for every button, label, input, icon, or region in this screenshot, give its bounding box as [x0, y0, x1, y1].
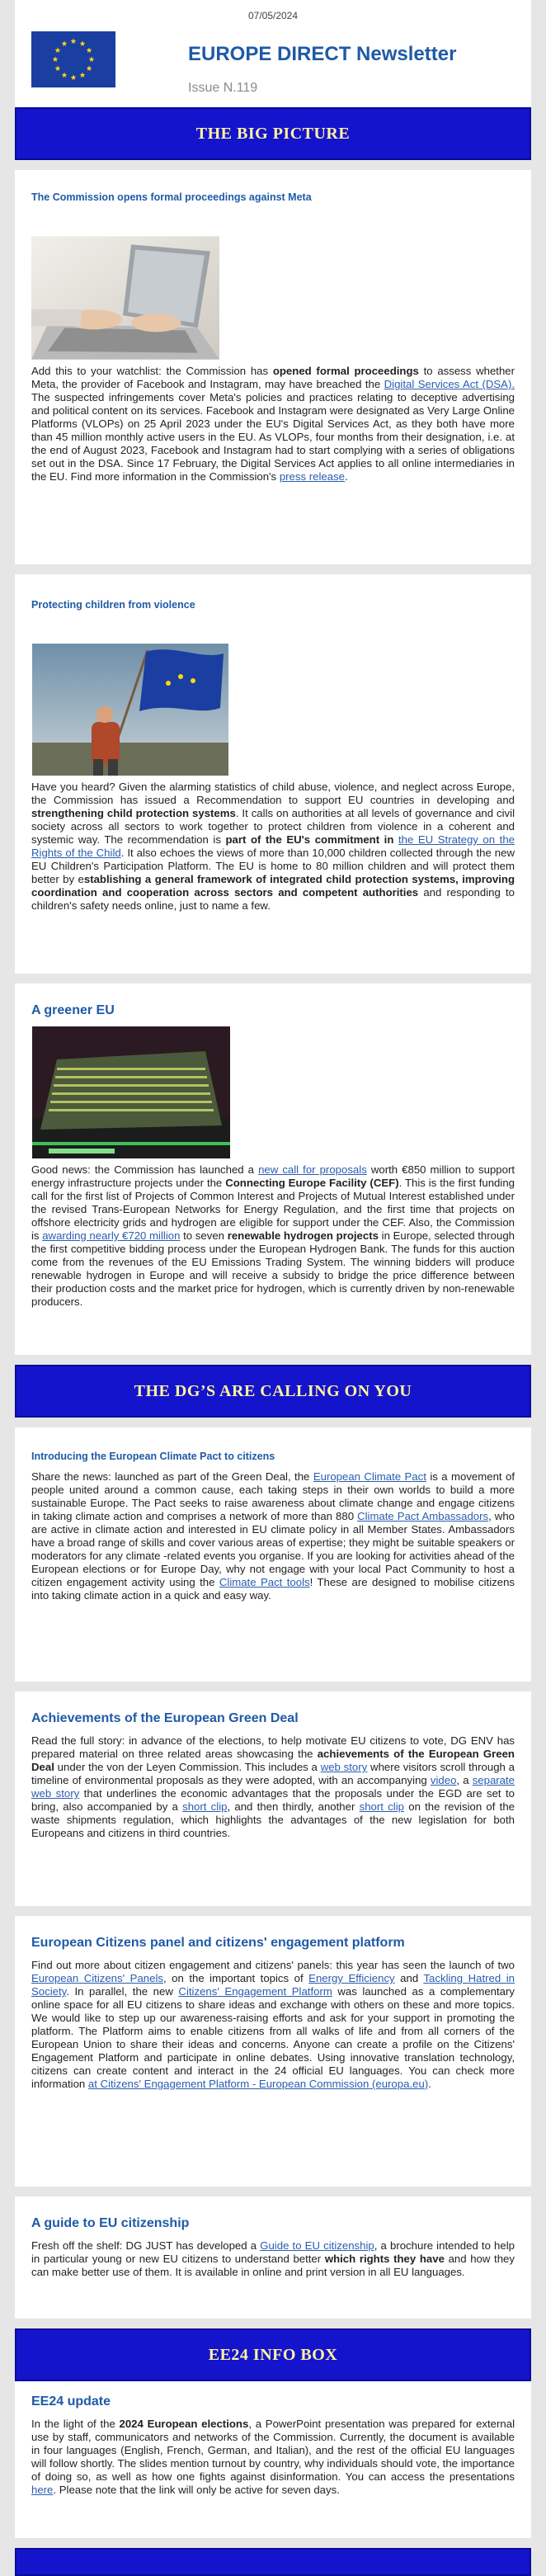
- text: Share the news: launched as part of the Green Deal, the: [31, 1470, 313, 1483]
- newsletter-page: [15, 0, 531, 2576]
- text: Good news: the Commission has launched a: [31, 1163, 259, 1176]
- presentations-link[interactable]: here: [31, 2484, 54, 2496]
- berlaymont-night-photo: [31, 1026, 231, 1158]
- bold-text: stablishing a general framework of integrated child protection systems, improving coordination and cooperation across sectors and competent authorities: [31, 873, 515, 899]
- issue-date: 07/05/2024: [15, 0, 531, 28]
- press-release-link[interactable]: press release: [279, 470, 345, 483]
- awarding-link[interactable]: awarding nearly €720 million: [42, 1229, 181, 1242]
- article-title: A guide to EU citizenship: [31, 2216, 190, 2230]
- text: Have you heard? Given the alarming statistics of child abuse, violence, and neglect across Europe, the Commission has issued a Recommendation to support EU countries in developing and: [31, 781, 515, 806]
- rights-of-child-link[interactable]: the EU Strategy on the Rights of the Child: [31, 833, 515, 859]
- text: . In parallel, the new: [66, 1985, 179, 1998]
- europa-eu-link[interactable]: at Citizens' Engagement Platform - European Commission (europa.eu): [87, 2078, 429, 2090]
- text: on the revision of the waste shipments regulation, which highlights the advantages of the new legislation for both Europeans and citizens in third countries.: [31, 1800, 515, 1839]
- article-title: The Commission opens formal proceedings against Meta: [31, 191, 312, 203]
- article-meta: [15, 170, 531, 564]
- bold-text: part of the EU's commitment in: [225, 833, 394, 846]
- text: In the light of the: [31, 2418, 120, 2430]
- short-clip-link-2[interactable]: short clip: [359, 1800, 404, 1813]
- text: , and then thirdly, another: [227, 1800, 360, 1813]
- pact-tools-link[interactable]: Climate Pact tools: [219, 1576, 310, 1588]
- text: where visitors scroll through a timeline of environmental proposals as they were adopted, with an accompanying: [31, 1761, 515, 1786]
- bold-text: renewable hydrogen projects: [227, 1229, 379, 1242]
- article-greener-eu: [15, 984, 531, 1355]
- newsletter-title: EUROPE DIRECT Newsletter: [188, 43, 457, 65]
- article-green-deal: [15, 1691, 531, 1906]
- article-body: [31, 781, 515, 913]
- article-title: Achievements of the European Green Deal: [31, 1711, 299, 1725]
- short-clip-link[interactable]: short clip: [182, 1800, 228, 1813]
- section-band-ee24: EE24 INFO BOX: [15, 2328, 531, 2381]
- article-body: [31, 365, 515, 484]
- engagement-platform-link[interactable]: Citizens' Engagement Platform: [178, 1985, 332, 1998]
- text: , on the important topics of: [162, 1972, 309, 1984]
- text: , a brochure intended to help in particular young or new EU citizens to understand better: [31, 2239, 515, 2265]
- bold-text: which rights they have: [324, 2253, 445, 2265]
- dsa-link[interactable]: Digital Services Act (DSA).: [384, 378, 515, 390]
- eu-flag-child-photo: [31, 644, 229, 776]
- text: was launched as a complementary online space for all EU citizens to share ideas and exchange with others on these and more topics. We would like to step up our awareness-raising efforts and ask for your support in promoting the platform. The Platform aims to enable citizens from all walks of life and from all corners of the European Union to share their ideas and concerns. Anyone can create a profile on the Citizens' Engagement Platform and participate in online debates. Using innovative translation technology, citizens can create content and interact in the 24 official EU languages. You can check more information: [31, 1985, 515, 2090]
- article-title: Protecting children from violence: [31, 599, 195, 611]
- text: worth €850 million to support energy infrastructure projects under the: [31, 1163, 515, 1189]
- footer-band: [15, 2548, 531, 2576]
- text: ! These are designed to mobilise citizens into taking climate action in a quick and easy way.: [31, 1576, 515, 1602]
- call-for-proposals-link[interactable]: new call for proposals: [258, 1163, 367, 1176]
- article-climate-pact: [15, 1427, 531, 1682]
- video-link[interactable]: video: [430, 1774, 457, 1786]
- separate-web-story-link[interactable]: separate web story: [31, 1774, 515, 1800]
- eu-flag-icon: [31, 31, 115, 87]
- article-children: [15, 574, 531, 974]
- text: .: [428, 2078, 431, 2090]
- bold-text: 2024 European elections: [119, 2418, 249, 2430]
- ambassadors-link[interactable]: Climate Pact Ambassadors: [357, 1510, 489, 1522]
- energy-efficiency-link[interactable]: Energy Efficiency: [308, 1972, 395, 1984]
- text: to seven: [180, 1229, 228, 1242]
- text: Find out more about citizen engagement and citizens' panels: this year has seen the launch of two: [31, 1959, 515, 1971]
- citizenship-guide-link[interactable]: Guide to EU citizenship: [260, 2239, 374, 2252]
- text: Add this to your watchlist: the Commission has: [31, 365, 273, 377]
- text: and responding to children's safety needs online, just to name a few.: [31, 886, 515, 912]
- article-body: [31, 1470, 515, 1602]
- text: Fresh off the shelf: DG JUST has developed a: [31, 2239, 261, 2252]
- article-title: European Citizens panel and citizens' engagement platform: [31, 1936, 405, 1950]
- bold-text: strengthening child protection systems: [31, 807, 236, 819]
- article-body: [31, 1163, 515, 1309]
- section-band-big-picture: THE BIG PICTURE: [15, 107, 531, 160]
- newsletter-header: [15, 28, 531, 107]
- text: Read the full story: in advance of the elections, to help motivate EU citizens to vote, DG ENV has prepared material on three related areas showcasing the: [31, 1734, 515, 1760]
- article-body: [31, 1734, 515, 1840]
- text: , a PowerPoint presentation was prepared for external use by staff, communicators and networks of the Commission. Currently, the document is available in four languages (English, French, German, and Italian), and the rest of the official EU languages will follow shortly. The slides mention turnout by country, why individuals should vote, the importance of doing so, as well as how one fights against disinformation. You can access the presentations: [31, 2418, 515, 2483]
- article-title: EE24 update: [31, 2394, 111, 2409]
- text: in Europe, selected through the first competitive bidding process under the European Hydrogen Bank. The funds for this auction come from the revenues of the EU Emissions Trading System. The winning bidders will produce renewable hydrogen in Europe and will receive a subsidy to bridge the price difference between their production costs and the market price for hydrogen, which is currently driven by non-renewable producers.: [31, 1229, 515, 1308]
- article-citizens-panel: [15, 1916, 531, 2187]
- text: and: [394, 1972, 424, 1984]
- bold-text: achievements of the European Green Deal: [31, 1748, 515, 1773]
- article-body: [31, 2239, 515, 2279]
- text: to assess whether Meta, the provider of Facebook and Instagram, may have breached the: [31, 365, 515, 390]
- article-title: Introducing the European Climate Pact to citizens: [31, 1451, 275, 1462]
- text: . This is the first funding call for the first list of Projects of Common Interest and Projects of Mutual Interest established under the revised Trans-European Networks for Energy Regulation, and the first time that projects on offshore electricity grids and hydrogen are eligible for support under the CEF. Also, the Commission is: [31, 1177, 515, 1242]
- tackling-hatred-link[interactable]: Tackling Hatred in Society: [31, 1972, 515, 1998]
- article-body: [31, 1959, 515, 2091]
- article-eu-citizenship: [15, 2196, 531, 2319]
- text: . Please note that the link will only be active for seven days.: [53, 2484, 340, 2496]
- laptop-typing-photo: [31, 236, 219, 360]
- citizens-panels-link[interactable]: European Citizens' Panels: [31, 1972, 163, 1984]
- web-story-link[interactable]: web story: [320, 1761, 368, 1773]
- text: that underlines the economic advantages that the proposals under the EGD are set to bring, also accompanied by a: [31, 1787, 515, 1813]
- climate-pact-link[interactable]: European Climate Pact: [313, 1470, 426, 1483]
- issue-number: Issue N.119: [188, 81, 258, 95]
- bold-text: Connecting Europe Facility (CEF): [225, 1177, 399, 1189]
- text: . It calls on authorities at all levels of governance and civil society across all sectors to work together to protect children from violence in a coherent and systemic way. The recommendation is: [31, 807, 515, 846]
- text: . It also echoes the views of more than 10,000 children collected through the new EU Children's Participation Platform. The EU is home to 80 million children and will protect them better by e: [31, 847, 515, 885]
- text: The suspected infringements cover Meta's policies and practices relating to deceptive advertising and political content on its services. Facebook and Instagram were designated as Very Large Online Platforms (VLOPs) on 25 April 2023 under the EU's Digital Services Act, as they both have more than 45 million monthly active users in the EU. As VLOPs, four months from their designation, i.e. at the end of August 2023, Facebook and Instagram had to start complying with a series of obligations set out in the DSA. Since 17 February, the Digital Services Act applies to all online intermediaries in the EU. Find more information in the Commission's: [31, 391, 515, 483]
- text: is a movement of people united around a common cause, each taking steps in their own worlds to build a more sustainable Europe. The Pact seeks to raise awareness about climate change and engage citizens in taking climate action and comprises a network of more than 880: [31, 1470, 515, 1522]
- text: , who are active in climate action and interested in EU climate policy in all Member States. Ambassadors have a broad range of skills and cover various areas of expertise; they might be suitable speakers or moderators for any climate -related events you organise. If you are looking for activities ahead of the European elections or for Europe Day, why not engage with your local Pact Community to host a citizen engagement activity using the: [31, 1510, 515, 1588]
- section-band-dgs-calling: THE DG’S ARE CALLING ON YOU: [15, 1365, 531, 1418]
- article-body: [31, 2418, 515, 2497]
- bold-text: opened formal proceedings: [272, 365, 419, 377]
- article-title: A greener EU: [31, 1003, 115, 1017]
- text: under the von der Leyen Commission. This includes a: [54, 1761, 321, 1773]
- text: and how they can make better use of them. It is available in online and print version in all EU languages.: [31, 2253, 515, 2278]
- text: .: [345, 470, 348, 483]
- article-ee24: [15, 2381, 531, 2538]
- text: , a: [456, 1774, 473, 1786]
